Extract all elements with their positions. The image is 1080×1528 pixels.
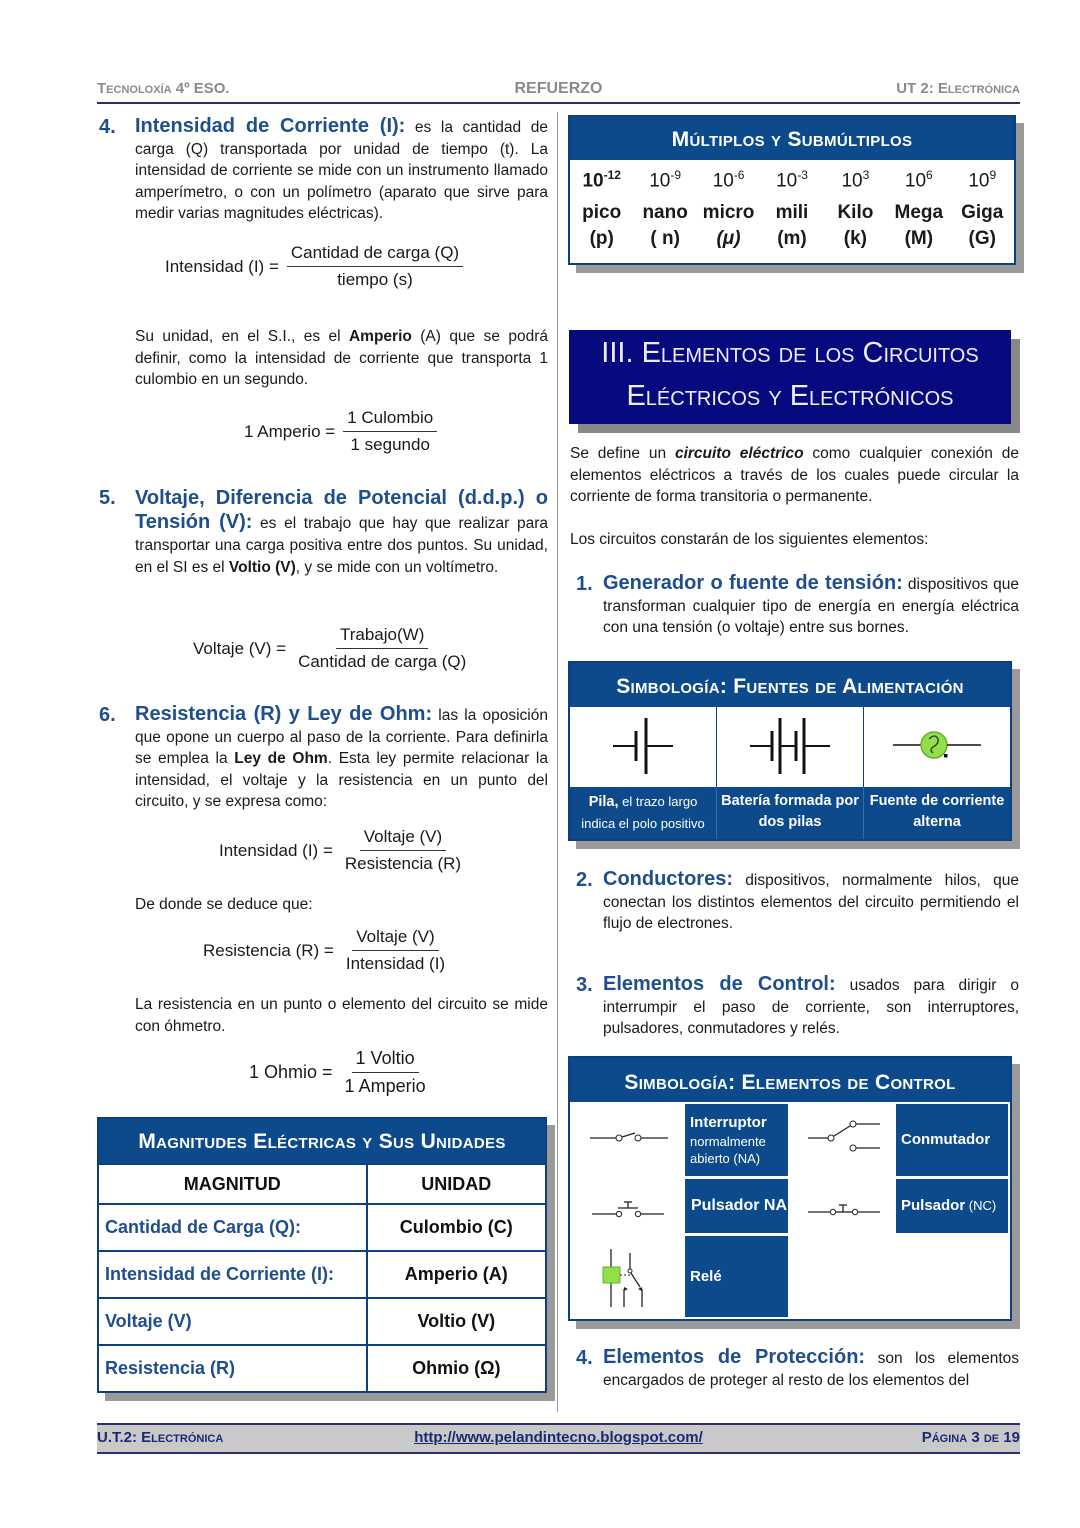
col-header-unidad: UNIDAD (367, 1164, 545, 1204)
multiples-title: Múltiplos y Submúltiplos (570, 117, 1014, 160)
cell-symbol-icon (570, 707, 717, 787)
page-header (97, 78, 1020, 104)
table-row: Cantidad de Carga (Q): Culombio (C) (99, 1204, 545, 1251)
r-item-4-text: Elementos de Protección: son los elementos encargados de proteger al resto de los elementos del (603, 1346, 1019, 1389)
r-item-1-text: Generador o fuente de tensión: dispositivos que transforman cualquier tipo de energía en energía eléctrica con una tensión (o voltaje) entre sus bornes. (603, 572, 1020, 636)
r-item-2-number: 2. (576, 869, 593, 891)
formula-ohmio: 1 Ohmio = $\frac{\text{1 Voltio}}{\text{1 Amperio}}$ (249, 1048, 426, 1096)
control-elements-title: Simbología: Elementos de Control (570, 1058, 1010, 1102)
elements-intro: Los circuitos constarán de los siguientes elementos: (570, 531, 929, 548)
table-row: Voltaje (V) Voltio (V) (99, 1298, 545, 1345)
r-item-3-text: Elementos de Control: usados para dirigir o interrumpir el paso de corriente, son interruptores, pulsadores, conmutadores y relés. (603, 973, 1019, 1037)
table-row: Resistencia (R) Ohmio (Ω) (99, 1345, 545, 1391)
caption-battery: Batería formada por dos pilas (717, 787, 864, 839)
label-interruptor-na: Interruptor normalmente abierto (NA) (685, 1104, 788, 1176)
r-item-4-number: 4. (576, 1347, 593, 1369)
magnitudes-table-box (97, 1117, 547, 1393)
item-5-number: 5. (99, 487, 116, 509)
ohmetro-text: La resistencia en un punto o elemento del circuito se mide con óhmetro. (135, 996, 548, 1035)
magnitudes-table-title: Magnitudes Eléctricas y Sus Unidades (99, 1119, 545, 1163)
caption-ac-source: Fuente de corriente alterna (869, 793, 1005, 830)
col-header-magnitud: MAGNITUD (99, 1164, 367, 1204)
relay-icon (600, 1247, 656, 1309)
label-pulsador-nc: Pulsador (NC) (896, 1179, 1008, 1233)
formula-amperio: 1 Amperio = $\frac{\text{1 Culombio}}{\text{1 segundo}}$ (244, 408, 437, 455)
amperio-definition: Su unidad, en el S.I., es el Amperio (A) que se podrá definir, como la intensidad de corriente que transporta 1 culombio en un segundo. (135, 328, 549, 388)
circuit-definition: Se define un circuito eléctrico como cualquier conexión de elementos eléctricos a través de los cuales puede circular la corriente de forma transitoria o permanente. (570, 445, 1019, 505)
footer-link[interactable]: http://www.pelandintecno.blogspot.com/ (414, 1429, 703, 1446)
multiples-powers: $10^{-12}$ $10^{-9}$ $10^{-6}$ $10^{-3}$ $10^3$ $10^6$ $10^9$ (582, 168, 997, 192)
table-row: Intensidad de Corriente (I): Amperio (A) (99, 1251, 545, 1298)
item-4-number: 4. (99, 116, 116, 138)
r-item-3-number: 3. (576, 974, 593, 996)
section-title: III. Elementos de los Circuitos Eléctricos y Electrónicos (569, 330, 1011, 424)
footer-unit: U.T.2: Electrónica (97, 1429, 224, 1446)
magnitudes-table (99, 1163, 545, 1391)
battery-symbol-icon (717, 707, 864, 787)
column-divider (557, 112, 558, 1412)
item-6-text: Resistencia (R) y Ley de Ohm: las la oposición que opone un cuerpo al paso de la corriente. Para definirla se emplea la Ley de Ohm. Esta ley permite relacionar la intensidad, el voltaje y la resistencia en un punto del circuito, y se expresa como: (135, 703, 548, 810)
changeover-switch-icon (808, 1116, 882, 1154)
deduce-text: De donde se deduce que: (135, 896, 313, 913)
header-title: REFUERZO (514, 80, 603, 97)
r-item-1-number: 1. (576, 573, 593, 595)
ac-source-icon (864, 707, 1010, 787)
formula-ohm-intensidad: Intensidad (I) = $\frac{\text{Voltaje (V)}}{\text{Resistencia (R)}}$ (219, 827, 462, 873)
item-4-text: Intensidad de Corriente (I): es la cantidad de carga (Q) transportada por unidad de tiempo (t). La intensidad de corriente se mide con un instrumento llamado amperímetro, o con un polímetro (aparato que sirve para medir varias magnitudes eléctricas). (135, 115, 548, 222)
r-item-2-text: Conductores: dispositivos, normalmente hilos, que conectan los distintos elementos del circuito permitiendo el flujo de electrones. (603, 868, 1019, 932)
push-button-nc-icon (808, 1200, 880, 1220)
push-button-na-icon (592, 1198, 664, 1222)
label-pulsador-na: Pulsador NA (685, 1179, 788, 1233)
formula-intensidad: Intensidad (I) = $\frac{\text{Cantidad de carga (Q)}}{\text{tiempo (s)}}$ (165, 243, 463, 290)
header-unit: UT 2: Electrónica (896, 80, 1020, 97)
formula-voltaje: Voltaje (V) = $\frac{\text{Trabajo(W)}}{\text{Cantidad de carga (Q)}}$ (193, 625, 467, 671)
header-course: Tecnoloxía 4º ESO. (97, 80, 230, 97)
page-footer (97, 1423, 1020, 1454)
label-rele: Relé (685, 1236, 788, 1317)
item-5-text: Voltaje, Diferencia de Potencial (d.d.p.) o Tensión (V): es el trabajo que hay que realizar para transportar una carga positiva entre dos puntos. Su unidad, en el SI es el Voltio (V), y se mide con un voltímetro. (135, 487, 548, 576)
label-conmutador: Conmutador (896, 1104, 1008, 1176)
footer-page-number: Página 3 de 19 (921, 1429, 1020, 1446)
switch-na-icon (590, 1128, 668, 1148)
item-4-heading: Intensidad de Corriente (I): (135, 115, 406, 137)
formula-resistencia: Resistencia (R) = $\frac{\text{Voltaje (V)}}{\text{Intensidad (I)}}$ (203, 927, 446, 973)
item-6-number: 6. (99, 704, 116, 726)
power-sources-box (568, 661, 1012, 841)
power-sources-title: Simbología: Fuentes de Alimentación (570, 663, 1010, 707)
caption-cell: Pila, el trazo largo indica el polo positivo (570, 787, 717, 839)
control-elements-box (568, 1056, 1012, 1321)
multiples-prefixes: pico (p) nano ( n) micro (μ) mili (m) Kilo (k) Mega (M) Giga (G) (582, 202, 1004, 250)
multiples-box (568, 115, 1016, 265)
